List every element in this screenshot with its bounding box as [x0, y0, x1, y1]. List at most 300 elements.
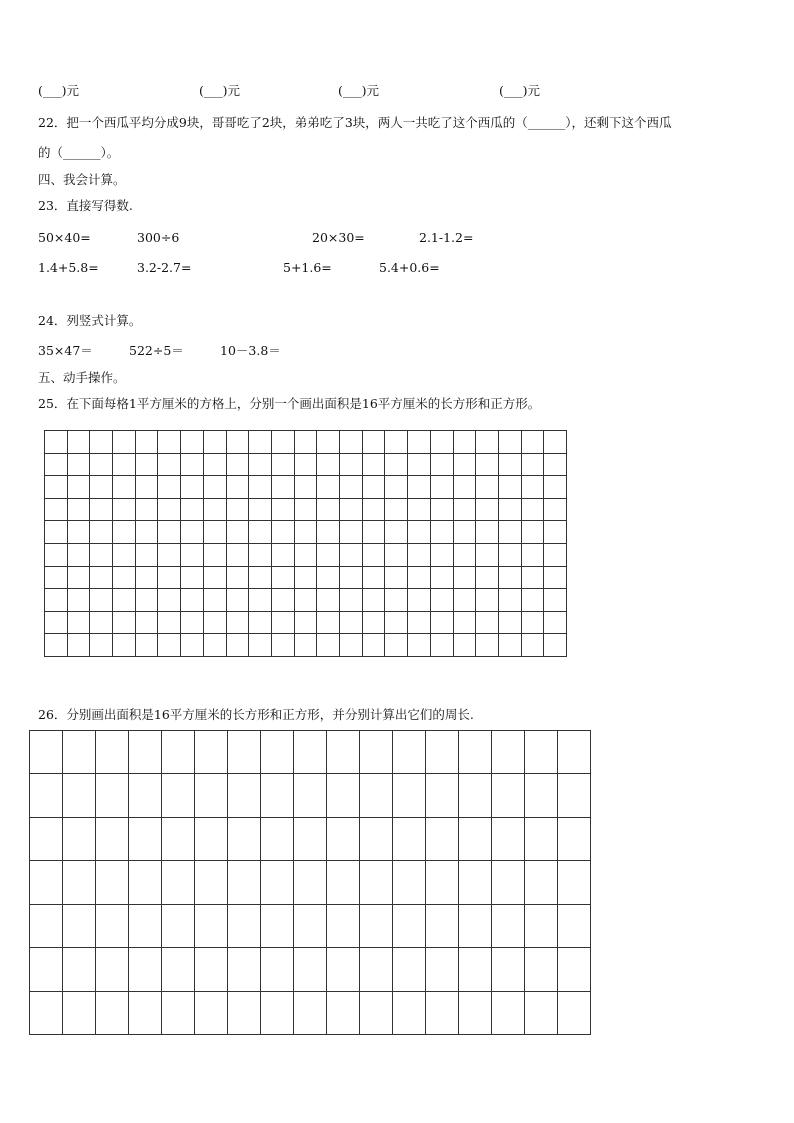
grid-cell[interactable]: [136, 476, 159, 499]
grid-cell[interactable]: [294, 774, 327, 817]
grid-cell[interactable]: [272, 499, 295, 522]
grid-cell[interactable]: [327, 774, 360, 817]
grid-cell[interactable]: [295, 589, 318, 612]
grid-cell[interactable]: [204, 454, 227, 477]
grid-cell[interactable]: [431, 589, 454, 612]
grid-cell[interactable]: [454, 431, 477, 454]
grid-cell[interactable]: [90, 634, 113, 657]
grid-cell[interactable]: [158, 544, 181, 567]
grid-cell[interactable]: [204, 567, 227, 590]
grid-cell[interactable]: [317, 454, 340, 477]
grid-cell[interactable]: [129, 905, 162, 948]
grid-cell[interactable]: [476, 634, 499, 657]
grid-cell[interactable]: [63, 818, 96, 861]
grid-cell[interactable]: [90, 476, 113, 499]
grid-cell[interactable]: [408, 612, 431, 635]
grid-cell[interactable]: [249, 567, 272, 590]
grid-cell[interactable]: [558, 992, 591, 1035]
grid-cell[interactable]: [294, 948, 327, 991]
grid-cell[interactable]: [158, 476, 181, 499]
grid-cell[interactable]: [499, 521, 522, 544]
grid-cell[interactable]: [181, 589, 204, 612]
grid-cell[interactable]: [454, 634, 477, 657]
grid-cell[interactable]: [522, 454, 545, 477]
grid-cell[interactable]: [492, 731, 525, 774]
grid-cell[interactable]: [499, 567, 522, 590]
grid-cell[interactable]: [522, 499, 545, 522]
grid-cell[interactable]: [476, 431, 499, 454]
grid-cell[interactable]: [162, 861, 195, 904]
grid-cell[interactable]: [385, 544, 408, 567]
grid-cell[interactable]: [459, 948, 492, 991]
grid-cell[interactable]: [181, 499, 204, 522]
grid-cell[interactable]: [113, 431, 136, 454]
grid-cell[interactable]: [295, 567, 318, 590]
grid-cell[interactable]: [272, 544, 295, 567]
grid-cell[interactable]: [558, 818, 591, 861]
grid-cell[interactable]: [136, 589, 159, 612]
grid-cell[interactable]: [158, 589, 181, 612]
grid-cell[interactable]: [136, 499, 159, 522]
grid-cell[interactable]: [63, 774, 96, 817]
grid-cell[interactable]: [227, 634, 250, 657]
grid-cell[interactable]: [181, 476, 204, 499]
grid-cell[interactable]: [393, 774, 426, 817]
grid-cell[interactable]: [227, 521, 250, 544]
grid-cell[interactable]: [459, 992, 492, 1035]
grid-cell[interactable]: [408, 567, 431, 590]
grid-cell[interactable]: [499, 476, 522, 499]
grid-cell[interactable]: [393, 992, 426, 1035]
grid-cell[interactable]: [317, 521, 340, 544]
grid-cell[interactable]: [408, 454, 431, 477]
grid-cell[interactable]: [544, 634, 567, 657]
grid-cell[interactable]: [340, 567, 363, 590]
grid-cell[interactable]: [228, 948, 261, 991]
grid-cell[interactable]: [431, 476, 454, 499]
grid-cell[interactable]: [385, 567, 408, 590]
grid-cell[interactable]: [340, 634, 363, 657]
grid-cell[interactable]: [393, 861, 426, 904]
grid-cell[interactable]: [363, 612, 386, 635]
grid-cell[interactable]: [45, 521, 68, 544]
grid-cell[interactable]: [129, 992, 162, 1035]
grid-cell[interactable]: [363, 476, 386, 499]
grid-cell[interactable]: [426, 992, 459, 1035]
grid-cell[interactable]: [492, 948, 525, 991]
grid-cell[interactable]: [431, 612, 454, 635]
grid-cell[interactable]: [499, 431, 522, 454]
grid-cell[interactable]: [162, 774, 195, 817]
grid-cell[interactable]: [195, 861, 228, 904]
grid-cell[interactable]: [426, 774, 459, 817]
grid-cell[interactable]: [340, 499, 363, 522]
grid-cell[interactable]: [360, 948, 393, 991]
grid-cell[interactable]: [129, 731, 162, 774]
grid-cell[interactable]: [195, 992, 228, 1035]
grid-cell[interactable]: [227, 431, 250, 454]
grid-cell[interactable]: [45, 589, 68, 612]
grid-cell[interactable]: [327, 731, 360, 774]
grid-cell[interactable]: [522, 431, 545, 454]
grid-cell[interactable]: [492, 992, 525, 1035]
grid-cell[interactable]: [393, 948, 426, 991]
grid-cell[interactable]: [385, 634, 408, 657]
grid-cell[interactable]: [327, 992, 360, 1035]
grid-cell[interactable]: [113, 521, 136, 544]
grid-cell[interactable]: [129, 774, 162, 817]
grid-cell[interactable]: [426, 731, 459, 774]
grid-cell[interactable]: [228, 992, 261, 1035]
grid-cell[interactable]: [261, 774, 294, 817]
grid-cell[interactable]: [30, 731, 63, 774]
grid-cell[interactable]: [558, 905, 591, 948]
grid-cell[interactable]: [45, 567, 68, 590]
grid-cell[interactable]: [90, 454, 113, 477]
grid-cell[interactable]: [227, 499, 250, 522]
grid-cell[interactable]: [476, 589, 499, 612]
grid-cell[interactable]: [476, 544, 499, 567]
square-grid-q25[interactable]: [44, 430, 567, 657]
grid-cell[interactable]: [96, 774, 129, 817]
grid-cell[interactable]: [317, 634, 340, 657]
grid-cell[interactable]: [408, 521, 431, 544]
grid-cell[interactable]: [272, 634, 295, 657]
grid-cell[interactable]: [249, 431, 272, 454]
grid-cell[interactable]: [363, 499, 386, 522]
grid-cell[interactable]: [136, 612, 159, 635]
grid-cell[interactable]: [272, 567, 295, 590]
grid-cell[interactable]: [340, 454, 363, 477]
grid-cell[interactable]: [90, 499, 113, 522]
grid-cell[interactable]: [68, 634, 91, 657]
grid-cell[interactable]: [68, 499, 91, 522]
grid-cell[interactable]: [544, 589, 567, 612]
grid-cell[interactable]: [499, 499, 522, 522]
grid-cell[interactable]: [393, 905, 426, 948]
grid-cell[interactable]: [499, 454, 522, 477]
grid-cell[interactable]: [195, 774, 228, 817]
grid-cell[interactable]: [558, 861, 591, 904]
grid-cell[interactable]: [158, 499, 181, 522]
grid-cell[interactable]: [544, 431, 567, 454]
grid-cell[interactable]: [327, 861, 360, 904]
grid-cell[interactable]: [68, 612, 91, 635]
grid-cell[interactable]: [249, 634, 272, 657]
grid-cell[interactable]: [317, 589, 340, 612]
grid-cell[interactable]: [158, 521, 181, 544]
grid-cell[interactable]: [385, 589, 408, 612]
grid-cell[interactable]: [492, 774, 525, 817]
grid-cell[interactable]: [158, 431, 181, 454]
grid-cell[interactable]: [431, 567, 454, 590]
grid-cell[interactable]: [499, 544, 522, 567]
grid-cell[interactable]: [261, 992, 294, 1035]
grid-cell[interactable]: [454, 499, 477, 522]
grid-cell[interactable]: [459, 905, 492, 948]
grid-cell[interactable]: [63, 861, 96, 904]
grid-cell[interactable]: [544, 476, 567, 499]
grid-cell[interactable]: [499, 589, 522, 612]
grid-cell[interactable]: [408, 476, 431, 499]
grid-cell[interactable]: [30, 774, 63, 817]
grid-cell[interactable]: [96, 818, 129, 861]
grid-cell[interactable]: [426, 818, 459, 861]
grid-cell[interactable]: [431, 521, 454, 544]
grid-cell[interactable]: [360, 818, 393, 861]
grid-cell[interactable]: [476, 612, 499, 635]
grid-cell[interactable]: [272, 454, 295, 477]
grid-cell[interactable]: [385, 476, 408, 499]
grid-cell[interactable]: [492, 818, 525, 861]
grid-cell[interactable]: [68, 521, 91, 544]
grid-cell[interactable]: [295, 544, 318, 567]
grid-cell[interactable]: [228, 818, 261, 861]
square-grid-q26[interactable]: [29, 730, 591, 1035]
grid-cell[interactable]: [295, 431, 318, 454]
grid-cell[interactable]: [363, 567, 386, 590]
grid-cell[interactable]: [363, 431, 386, 454]
grid-cell[interactable]: [525, 905, 558, 948]
grid-cell[interactable]: [228, 905, 261, 948]
grid-cell[interactable]: [261, 861, 294, 904]
grid-cell[interactable]: [63, 731, 96, 774]
grid-cell[interactable]: [113, 634, 136, 657]
grid-cell[interactable]: [204, 544, 227, 567]
grid-cell[interactable]: [195, 818, 228, 861]
grid-cell[interactable]: [136, 454, 159, 477]
grid-cell[interactable]: [393, 731, 426, 774]
grid-cell[interactable]: [136, 431, 159, 454]
grid-cell[interactable]: [162, 948, 195, 991]
grid-cell[interactable]: [45, 476, 68, 499]
grid-cell[interactable]: [408, 431, 431, 454]
grid-cell[interactable]: [459, 731, 492, 774]
grid-cell[interactable]: [408, 544, 431, 567]
grid-cell[interactable]: [249, 499, 272, 522]
grid-cell[interactable]: [499, 612, 522, 635]
grid-cell[interactable]: [544, 544, 567, 567]
grid-cell[interactable]: [249, 521, 272, 544]
grid-cell[interactable]: [129, 948, 162, 991]
grid-cell[interactable]: [558, 774, 591, 817]
grid-cell[interactable]: [272, 612, 295, 635]
grid-cell[interactable]: [408, 589, 431, 612]
grid-cell[interactable]: [158, 612, 181, 635]
grid-cell[interactable]: [90, 544, 113, 567]
grid-cell[interactable]: [544, 521, 567, 544]
grid-cell[interactable]: [181, 521, 204, 544]
grid-cell[interactable]: [68, 476, 91, 499]
grid-cell[interactable]: [294, 861, 327, 904]
grid-cell[interactable]: [30, 948, 63, 991]
grid-cell[interactable]: [261, 948, 294, 991]
grid-cell[interactable]: [459, 774, 492, 817]
grid-cell[interactable]: [136, 544, 159, 567]
grid-cell[interactable]: [476, 476, 499, 499]
grid-cell[interactable]: [45, 431, 68, 454]
grid-cell[interactable]: [385, 431, 408, 454]
grid-cell[interactable]: [340, 589, 363, 612]
grid-cell[interactable]: [162, 992, 195, 1035]
grid-cell[interactable]: [363, 454, 386, 477]
grid-cell[interactable]: [317, 476, 340, 499]
grid-cell[interactable]: [113, 499, 136, 522]
grid-cell[interactable]: [454, 612, 477, 635]
grid-cell[interactable]: [113, 567, 136, 590]
grid-cell[interactable]: [492, 905, 525, 948]
grid-cell[interactable]: [558, 731, 591, 774]
grid-cell[interactable]: [227, 544, 250, 567]
grid-cell[interactable]: [431, 544, 454, 567]
grid-cell[interactable]: [204, 521, 227, 544]
grid-cell[interactable]: [113, 612, 136, 635]
grid-cell[interactable]: [360, 992, 393, 1035]
grid-cell[interactable]: [525, 731, 558, 774]
grid-cell[interactable]: [204, 634, 227, 657]
grid-cell[interactable]: [181, 612, 204, 635]
grid-cell[interactable]: [181, 431, 204, 454]
grid-cell[interactable]: [181, 544, 204, 567]
grid-cell[interactable]: [360, 861, 393, 904]
grid-cell[interactable]: [525, 774, 558, 817]
grid-cell[interactable]: [227, 567, 250, 590]
grid-cell[interactable]: [261, 731, 294, 774]
grid-cell[interactable]: [499, 634, 522, 657]
grid-cell[interactable]: [544, 567, 567, 590]
grid-cell[interactable]: [129, 861, 162, 904]
grid-cell[interactable]: [227, 589, 250, 612]
grid-cell[interactable]: [340, 544, 363, 567]
grid-cell[interactable]: [340, 476, 363, 499]
grid-cell[interactable]: [204, 431, 227, 454]
grid-cell[interactable]: [522, 589, 545, 612]
grid-cell[interactable]: [63, 992, 96, 1035]
grid-cell[interactable]: [195, 731, 228, 774]
grid-cell[interactable]: [492, 861, 525, 904]
grid-cell[interactable]: [249, 612, 272, 635]
grid-cell[interactable]: [295, 499, 318, 522]
grid-cell[interactable]: [385, 499, 408, 522]
grid-cell[interactable]: [195, 905, 228, 948]
grid-cell[interactable]: [459, 818, 492, 861]
grid-cell[interactable]: [90, 589, 113, 612]
grid-cell[interactable]: [249, 589, 272, 612]
grid-cell[interactable]: [294, 905, 327, 948]
grid-cell[interactable]: [454, 544, 477, 567]
grid-cell[interactable]: [228, 774, 261, 817]
grid-cell[interactable]: [261, 905, 294, 948]
grid-cell[interactable]: [113, 476, 136, 499]
grid-cell[interactable]: [227, 476, 250, 499]
grid-cell[interactable]: [522, 521, 545, 544]
grid-cell[interactable]: [195, 948, 228, 991]
grid-cell[interactable]: [454, 476, 477, 499]
grid-cell[interactable]: [272, 431, 295, 454]
grid-cell[interactable]: [426, 948, 459, 991]
grid-cell[interactable]: [249, 454, 272, 477]
grid-cell[interactable]: [272, 589, 295, 612]
grid-cell[interactable]: [294, 818, 327, 861]
grid-cell[interactable]: [317, 612, 340, 635]
grid-cell[interactable]: [363, 634, 386, 657]
grid-cell[interactable]: [340, 431, 363, 454]
grid-cell[interactable]: [522, 612, 545, 635]
grid-cell[interactable]: [90, 612, 113, 635]
grid-cell[interactable]: [272, 476, 295, 499]
grid-cell[interactable]: [522, 544, 545, 567]
grid-cell[interactable]: [522, 476, 545, 499]
grid-cell[interactable]: [30, 818, 63, 861]
grid-cell[interactable]: [45, 499, 68, 522]
grid-cell[interactable]: [129, 818, 162, 861]
grid-cell[interactable]: [385, 454, 408, 477]
grid-cell[interactable]: [158, 634, 181, 657]
grid-cell[interactable]: [158, 567, 181, 590]
grid-cell[interactable]: [63, 905, 96, 948]
grid-cell[interactable]: [363, 521, 386, 544]
grid-cell[interactable]: [431, 431, 454, 454]
grid-cell[interactable]: [295, 634, 318, 657]
grid-cell[interactable]: [181, 634, 204, 657]
grid-cell[interactable]: [360, 774, 393, 817]
grid-cell[interactable]: [162, 731, 195, 774]
grid-cell[interactable]: [476, 521, 499, 544]
grid-cell[interactable]: [317, 567, 340, 590]
grid-cell[interactable]: [96, 905, 129, 948]
grid-cell[interactable]: [68, 454, 91, 477]
grid-cell[interactable]: [294, 731, 327, 774]
grid-cell[interactable]: [136, 521, 159, 544]
grid-cell[interactable]: [476, 499, 499, 522]
grid-cell[interactable]: [30, 861, 63, 904]
grid-cell[interactable]: [228, 731, 261, 774]
grid-cell[interactable]: [96, 731, 129, 774]
grid-cell[interactable]: [522, 567, 545, 590]
grid-cell[interactable]: [408, 499, 431, 522]
grid-cell[interactable]: [113, 544, 136, 567]
grid-cell[interactable]: [525, 818, 558, 861]
grid-cell[interactable]: [454, 567, 477, 590]
grid-cell[interactable]: [261, 818, 294, 861]
grid-cell[interactable]: [90, 431, 113, 454]
grid-cell[interactable]: [90, 521, 113, 544]
grid-cell[interactable]: [544, 454, 567, 477]
grid-cell[interactable]: [426, 905, 459, 948]
grid-cell[interactable]: [204, 499, 227, 522]
grid-cell[interactable]: [525, 861, 558, 904]
grid-cell[interactable]: [476, 454, 499, 477]
grid-cell[interactable]: [360, 905, 393, 948]
grid-cell[interactable]: [426, 861, 459, 904]
grid-cell[interactable]: [454, 521, 477, 544]
grid-cell[interactable]: [558, 948, 591, 991]
grid-cell[interactable]: [136, 634, 159, 657]
grid-cell[interactable]: [136, 567, 159, 590]
grid-cell[interactable]: [317, 431, 340, 454]
grid-cell[interactable]: [96, 948, 129, 991]
grid-cell[interactable]: [544, 612, 567, 635]
grid-cell[interactable]: [454, 454, 477, 477]
grid-cell[interactable]: [431, 499, 454, 522]
grid-cell[interactable]: [181, 567, 204, 590]
grid-cell[interactable]: [360, 731, 393, 774]
grid-cell[interactable]: [162, 905, 195, 948]
grid-cell[interactable]: [181, 454, 204, 477]
grid-cell[interactable]: [294, 992, 327, 1035]
grid-cell[interactable]: [459, 861, 492, 904]
grid-cell[interactable]: [363, 589, 386, 612]
